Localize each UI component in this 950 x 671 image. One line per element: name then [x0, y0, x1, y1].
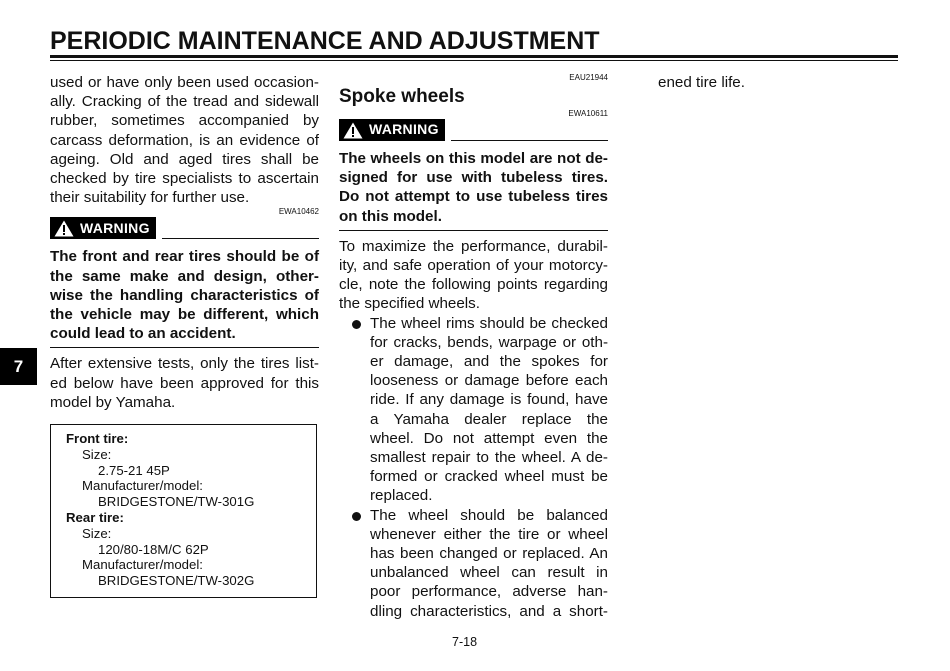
page-number: 7-18 [452, 635, 478, 649]
text-line: their suitability for further use. [50, 189, 250, 207]
text-line: checked by tire specialists to ascertain [50, 170, 319, 188]
warning-label: WARNING [80, 219, 150, 236]
text-line: After extensive tests, only the tires list- [50, 355, 319, 373]
rear-size-value: 120/80-18M/C 62P [98, 541, 209, 557]
text-line: The wheel rims should be checked [370, 314, 608, 332]
header-rule-thin [50, 60, 898, 61]
text-line: whenever either the tire or wheel [370, 525, 608, 543]
text-line: on this model. [339, 207, 442, 225]
front-tire-title: Front tire: [66, 431, 129, 447]
text-line: ally. Cracking of the tread and sidewall [50, 93, 319, 111]
text-line: the same make and design, other- [50, 267, 319, 285]
text-line: The front and rear tires should be of [50, 248, 319, 266]
rear-size-label: Size: [82, 525, 112, 541]
text-line: for cracks, bends, warpage or oth- [370, 333, 608, 351]
text-line: rubber, sometimes accompanied by [50, 112, 319, 130]
text-line: the vehicle may be different, which [50, 306, 319, 324]
rear-manufacturer-label: Manufacturer/model: [82, 557, 203, 573]
warning-triangle-icon [343, 122, 363, 139]
text-line: The wheels on this model are not de- [339, 150, 608, 167]
warning-header [50, 217, 319, 239]
chapter-tab: 7 [0, 348, 37, 385]
front-size-value: 2.75-21 45P [98, 462, 170, 478]
warning-text [339, 149, 608, 231]
text-line: model by Yamaha. [50, 393, 176, 411]
text-line: has been changed or replaced. An [370, 545, 608, 563]
text-line: formed or cracked wheel must be [370, 468, 608, 486]
text-line: dling characteristics, and a short- [370, 602, 608, 620]
warning-code: EWA10462 [278, 207, 319, 217]
text-line: smallest repair to the wheel. A de- [370, 449, 608, 467]
text-line: wise the handling characteristics of [50, 286, 319, 304]
text-line: the specified wheels. [339, 295, 480, 313]
front-manufacturer-label: Manufacturer/model: [82, 478, 203, 494]
column-1 [50, 73, 319, 598]
section-title: Spoke wheels [339, 86, 465, 107]
warning-badge [339, 119, 445, 141]
text-line: To maximize the performance, durabil- [339, 237, 608, 255]
text-line: carcass deformation, is an evidence of [50, 131, 319, 149]
warning-badge [50, 217, 156, 239]
text-line: ed below have been approved for this [50, 374, 319, 392]
bullet-item [339, 506, 608, 621]
text-line: replaced. [370, 487, 433, 505]
text-line: er damage, and the spokes for [370, 353, 608, 371]
text-line: Do not attempt to use tubeless tires [339, 188, 608, 206]
front-manufacturer-value: BRIDGESTONE/TW-301G [98, 494, 255, 510]
bullet-item [339, 314, 608, 506]
text-line: a Yamaha dealer replace the [370, 410, 608, 428]
text-line: could lead to an accident. [50, 325, 236, 343]
text-line: ageing. Old and aged tires shall be [50, 150, 319, 168]
text-line: looseness or damage before each [370, 372, 608, 390]
text-line: The wheel should be balanced [370, 506, 608, 524]
warning-text [50, 247, 319, 348]
text-line: ride. If any damage is found, have [370, 391, 608, 409]
column-2 [339, 73, 608, 621]
section-code: EAU21944 [569, 73, 608, 82]
text-line: used or have only been used occasion- [50, 74, 319, 91]
text-line: wheel. Do not attempt even the [370, 429, 608, 447]
text-line: signed for use with tubeless tires. [339, 169, 608, 187]
wheels-intro-paragraph [339, 237, 608, 314]
text-line: ened tire life. [658, 74, 745, 91]
intro-paragraph [50, 73, 319, 207]
text-line: ity, and safe operation of your motorcy- [339, 257, 608, 275]
warning-code: EWA10611 [568, 109, 608, 118]
column-3 [658, 73, 898, 92]
warning-triangle-icon [54, 220, 74, 237]
bullet-dot-icon [352, 320, 361, 329]
text-line: cle, note the following points regarding [339, 276, 608, 294]
header-rule [50, 55, 898, 58]
text-line: unbalanced wheel can result in [370, 564, 608, 582]
tire-spec-box [50, 424, 317, 598]
warning-rule [451, 140, 608, 141]
front-size-label: Size: [82, 446, 112, 462]
bullet-dot-icon [352, 512, 361, 521]
rear-tire-title: Rear tire: [66, 510, 124, 526]
rear-manufacturer-value: BRIDGESTONE/TW-302G [98, 573, 255, 589]
approved-tires-paragraph [50, 354, 319, 412]
warning-label: WARNING [369, 121, 439, 138]
page-header-title: PERIODIC MAINTENANCE AND ADJUSTMENT [50, 27, 600, 55]
warning-header [339, 119, 608, 141]
text-line: poor performance, adverse han- [370, 583, 608, 601]
warning-rule [162, 238, 319, 239]
